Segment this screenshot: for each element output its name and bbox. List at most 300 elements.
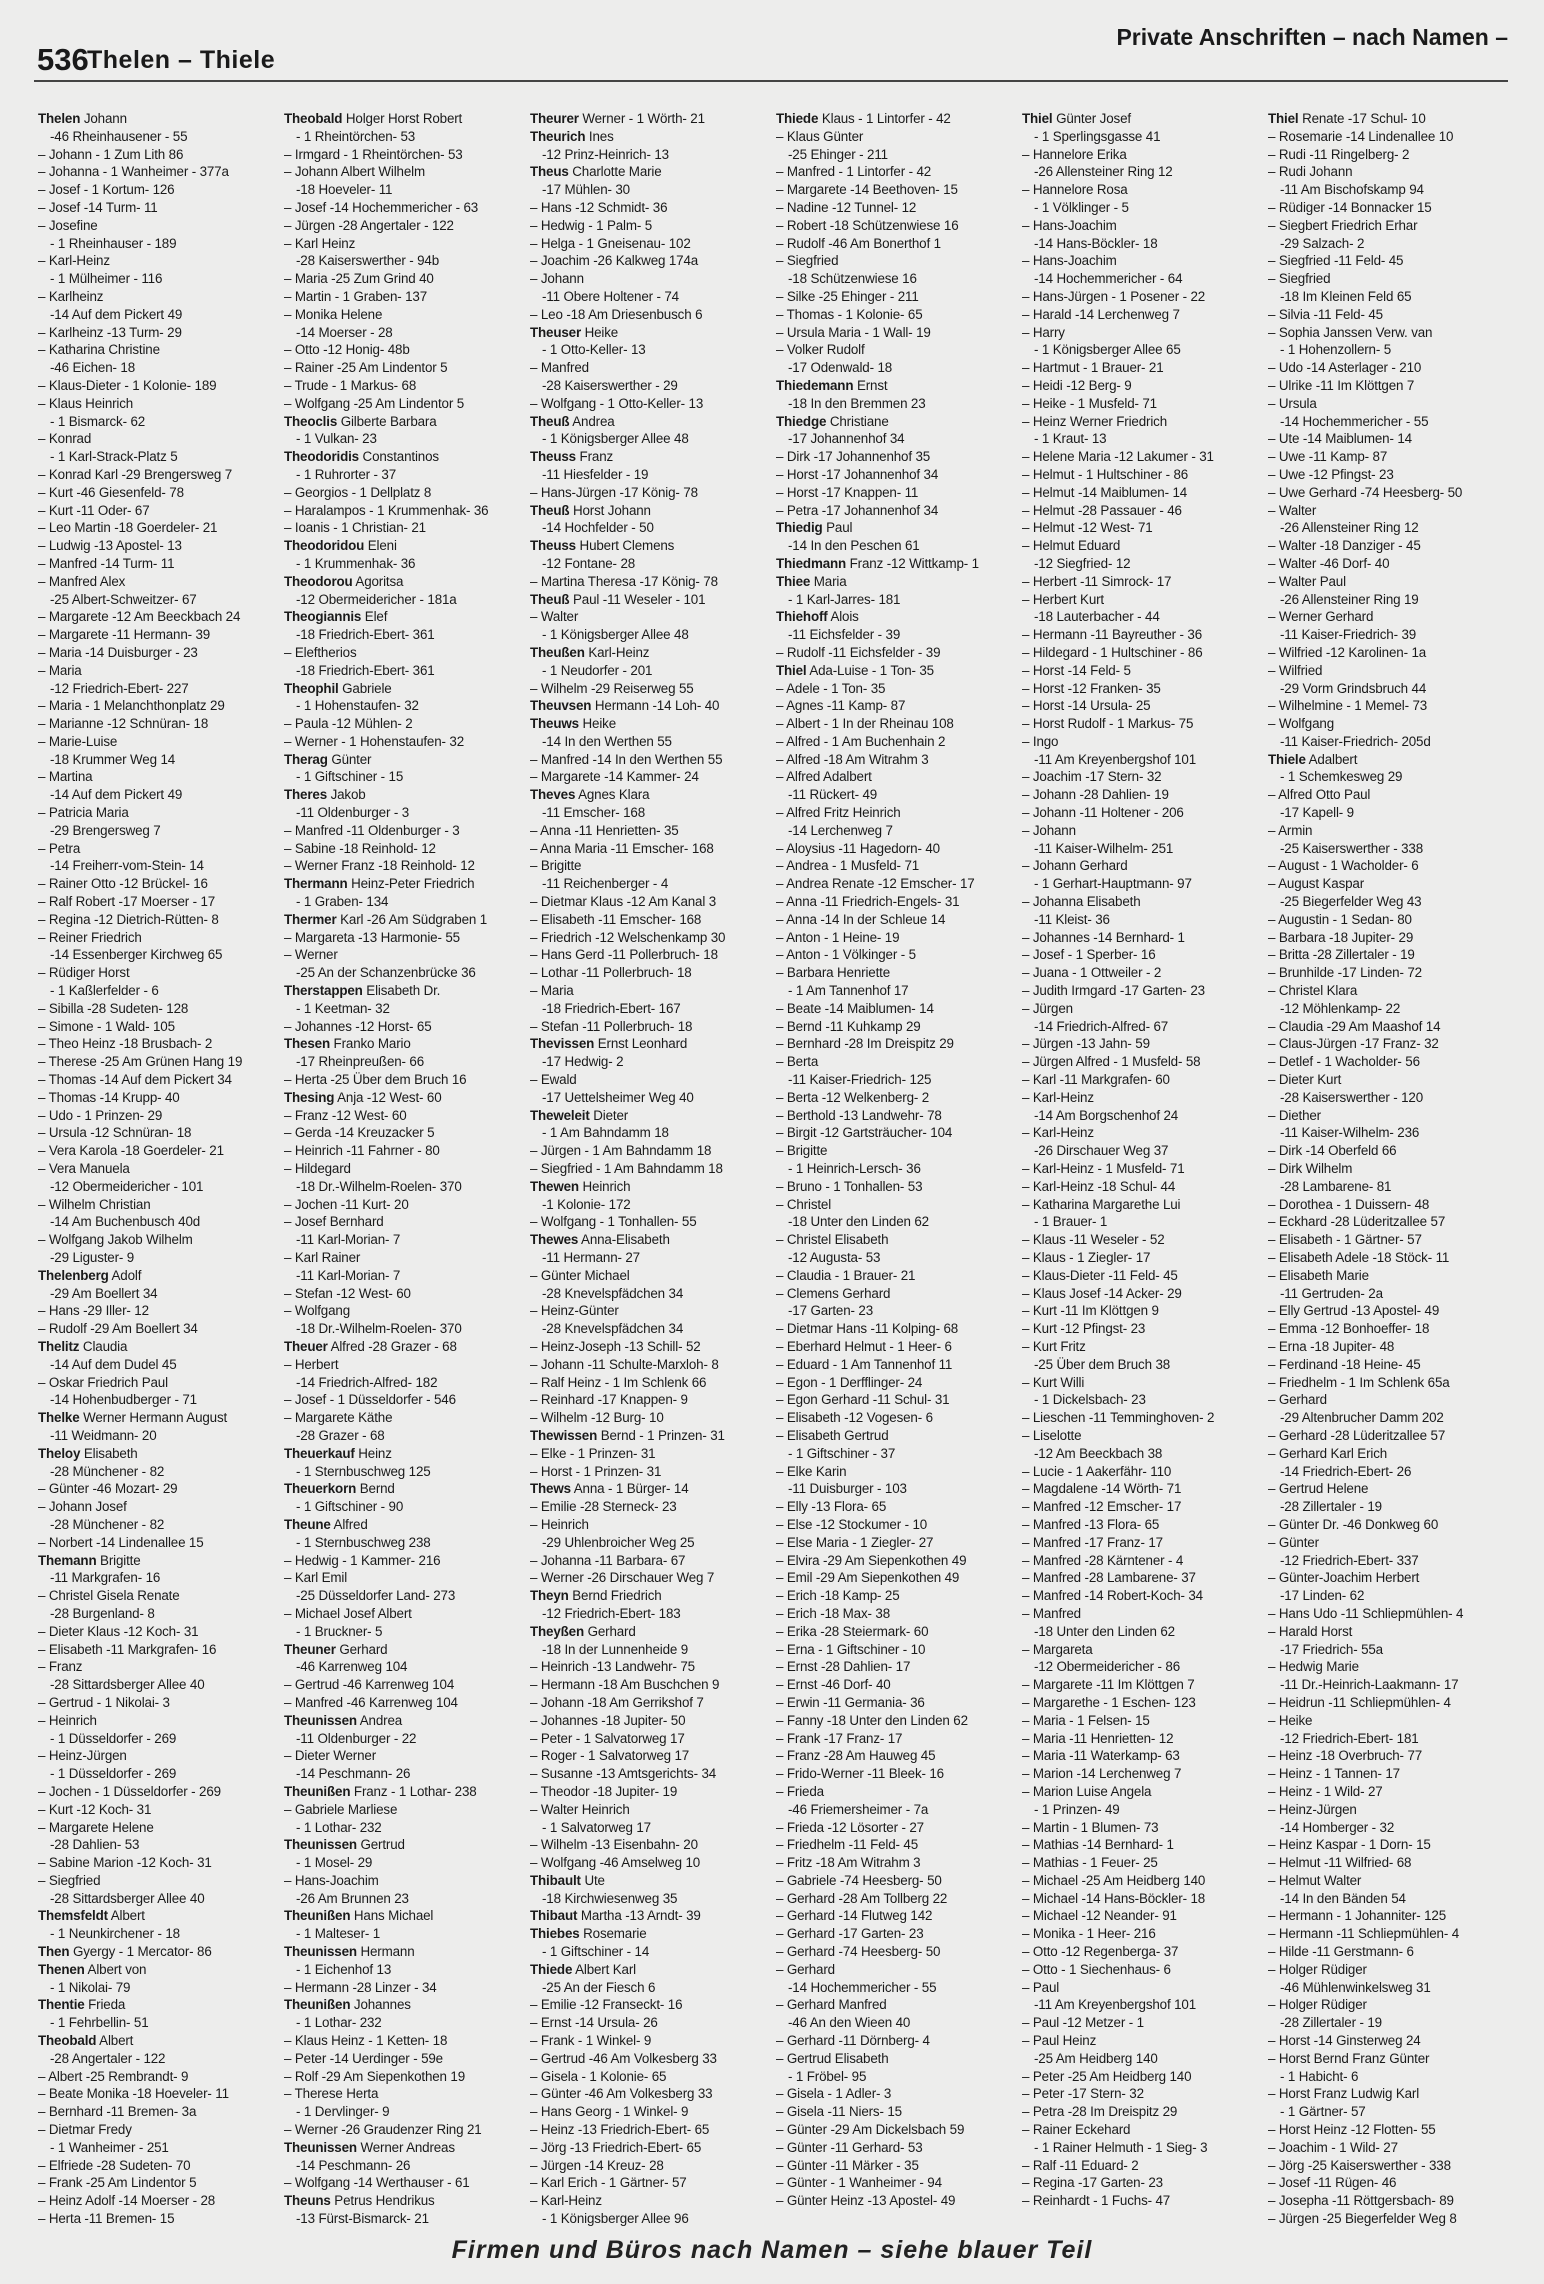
directory-entry: – Maria - 1 Melanchthonplatz 29 [38,698,225,714]
directory-entry: Theuss Franz [530,449,614,465]
directory-entry: – Hannelore Erika [1022,146,1127,162]
directory-entry: -18 Dr.-Wilhelm-Roelen- 370 [296,1178,462,1194]
directory-entry: -11 Kleist- 36 [1034,911,1110,927]
directory-entry: Theloy Elisabeth [38,1445,138,1461]
directory-entry: Theurich Ines [530,128,614,144]
directory-entry: -11 Kaiser-Friedrich- 205d [1280,733,1431,749]
directory-entry: – Gertrud Elisabeth [776,2050,889,2066]
directory-entry: – Gisela -11 Niers- 15 [776,2104,902,2120]
directory-entry: – Josef - 1 Düsseldorfer - 546 [284,1392,456,1408]
directory-entry: – Helene Maria -12 Lakumer - 31 [1022,449,1214,465]
directory-entry: – Konrad Karl -29 Brengersweg 7 [38,466,233,482]
directory-entry: -11 Dr.-Heinrich-Laakmann- 17 [1280,1677,1459,1693]
directory-entry: – Josefine [38,217,98,233]
directory-entry: -11 Kaiser-Wilhelm- 236 [1280,1125,1420,1141]
directory-entry: – Alfred Fritz Heinrich [776,805,901,821]
directory-entry: – Erna -18 Jupiter- 48 [1268,1338,1395,1354]
directory-entry: – Gerda -14 Kreuzacker 5 [284,1125,435,1141]
directory-entry: – Gisela - 1 Adler- 3 [776,2086,892,2102]
directory-entry: Themsfeldt Albert [38,1908,145,1924]
directory-entry: -14 Auf dem Pickert 49 [50,787,183,803]
directory-entry: - 1 Düsseldorfer - 269 [50,1730,177,1746]
directory-entry: -28 Knevelspfädchen 34 [542,1285,684,1301]
directory-entry: – Gisela - 1 Kolonie- 65 [530,2068,667,2084]
directory-entry: – Clemens Gerhard [776,1285,891,1301]
directory-entry: – Michael -14 Hans-Böckler- 18 [1022,1890,1206,1906]
directory-entry: -12 Friedrich-Ebert- 337 [1280,1552,1419,1568]
directory-entry: – Margarete -12 Am Beeckbach 24 [38,609,241,625]
directory-entry: -25 An der Schanzenbrücke 36 [296,965,476,981]
directory-entry: Thewissen Bernd - 1 Prinzen- 31 [530,1427,725,1443]
directory-entry: – Holger Rüdiger [1268,1997,1367,2013]
directory-column-2 [284,110,522,2230]
directory-entry: – Siegfried [38,1872,101,1888]
directory-entry: - 1 Fröbel- 95 [788,2068,867,2084]
directory-entry: – Ernst -46 Dorf- 40 [776,1677,891,1693]
directory-entry: – Alfred -18 Am Witrahm 3 [776,751,929,767]
directory-entry: -12 Friedrich-Ebert- 227 [50,680,189,696]
directory-entry: - 1 Giftschiner - 90 [296,1499,404,1515]
directory-entry: Thermann Heinz-Peter Friedrich [284,876,475,892]
directory-entry: – Manfred [1022,1605,1081,1621]
directory-entry: -11 Hiesfelder - 19 [542,466,649,482]
directory-entry: Thibault Ute [530,1872,605,1888]
directory-entry: Theuss Hubert Clemens [530,538,675,554]
directory-columns [38,110,1508,2230]
directory-entry: Thelke Werner Hermann August [38,1410,228,1426]
directory-entry: – Ursula -12 Schnüran- 18 [38,1125,192,1141]
directory-entry: Theunissen Andrea [284,1712,403,1728]
directory-entry: – Rainer Eckehard [1022,2122,1131,2138]
directory-entry: – Peter - 1 Salvatorweg 17 [530,1730,685,1746]
directory-entry: – Jürgen - 1 Am Bahndamm 18 [530,1143,712,1159]
directory-entry: – Johann Albert Wilhelm [284,164,425,180]
directory-entry: -28 Kaiserswerther - 120 [1280,1089,1424,1105]
directory-entry: – Werner Gerhard [1268,609,1374,625]
directory-entry: – Karlheinz -13 Turm- 29 [38,324,182,340]
directory-entry: - 1 Eichenhof 13 [296,1961,392,1977]
directory-entry: Thiee Maria [776,573,847,589]
directory-entry: – Johanna -11 Barbara- 67 [530,1552,686,1568]
directory-entry: -18 In den Bremmen 23 [788,395,926,411]
directory-entry: – Günter Michael [530,1267,630,1283]
directory-entry: Theres Jakob [284,787,366,803]
directory-entry: – Maria -11 Henrietten- 12 [1022,1730,1174,1746]
section-title: Private Anschriften – nach Namen – [1116,24,1508,50]
directory-entry: – Josef - 1 Sperber- 16 [1022,947,1156,963]
directory-entry: -28 Sittardsberger Allee 40 [50,1890,205,1906]
directory-entry: – Anna Maria -11 Emscher- 168 [530,840,714,856]
directory-entry: – Ernst -14 Ursula- 26 [530,2015,658,2031]
directory-entry: Theuerkauf Heinz [284,1445,392,1461]
directory-entry: – Else -12 Stockumer - 10 [776,1516,928,1532]
directory-entry: – Hermann -11 Schliepmühlen- 4 [1268,1926,1460,1942]
directory-entry: – Wilhelm -29 Reiserweg 55 [530,680,694,696]
directory-entry: – Kurt -46 Giesenfeld- 78 [38,484,184,500]
directory-entry: – Norbert -14 Lindenallee 15 [38,1534,204,1550]
directory-entry: Theunissen Werner Andreas [284,2139,455,2155]
directory-entry: -11 Markgrafen- 16 [50,1570,161,1586]
directory-entry: – Bernd -11 Kuhkamp 29 [776,1018,921,1034]
directory-entry: – Paul -12 Metzer - 1 [1022,2015,1144,2031]
directory-entry: -46 Mühlenwinkelsweg 31 [1280,1979,1431,1995]
directory-entry: – Johann [530,271,584,287]
directory-entry: – Gabriele Marliese [284,1801,398,1817]
directory-entry: – Monika - 1 Heer- 216 [1022,1926,1156,1942]
directory-entry: – Eberhard Helmut - 1 Heer- 6 [776,1338,952,1354]
directory-entry: – Jochen -11 Kurt- 20 [284,1196,409,1212]
directory-entry: – Heike - 1 Musfeld- 71 [1022,395,1157,411]
directory-entry: – Peter -14 Uerdinger - 59e [284,2050,443,2066]
directory-entry: – Karl Heinz [284,235,356,251]
directory-entry: – Volker Rudolf [776,342,865,358]
directory-entry: – Christel Klara [1268,983,1358,999]
directory-entry: – Frido-Werner -11 Bleek- 16 [776,1766,944,1782]
directory-entry: – Eleftherios [284,644,357,660]
directory-entry: - 1 Kaßlerfelder - 6 [50,983,159,999]
directory-entry: - 1 Wanheimer - 251 [50,2139,169,2155]
directory-entry: - 1 Fehrbellin- 51 [50,2015,149,2031]
directory-entry: – Günter -46 Am Volkesberg 33 [530,2086,713,2102]
directory-entry: -14 Peschmann- 26 [296,1766,411,1782]
directory-entry: – Johann -11 Schulte-Marxloh- 8 [530,1356,719,1372]
directory-entry: – Petra [38,840,81,856]
directory-entry: – Maria [38,662,82,678]
directory-entry: - 1 Bruckner- 5 [296,1623,383,1639]
directory-entry: – Heinz Werner Friedrich [1022,413,1167,429]
directory-entry: Then Gyergy - 1 Mercator- 86 [38,1944,212,1960]
directory-entry: – Wilhelmine - 1 Memel- 73 [1268,698,1428,714]
directory-entry: -26 Allensteiner Ring 12 [1280,520,1419,536]
directory-entry: – Wilhelm Christian [38,1196,151,1212]
directory-entry: -12 Friedrich-Ebert- 181 [1280,1730,1419,1746]
directory-entry: – Anna -11 Friedrich-Engels- 31 [776,894,960,910]
directory-entry: – Johann Gerhard [1022,858,1128,874]
directory-entry: – Walter Paul [1268,573,1346,589]
directory-entry: – Therese Herta [284,2086,379,2102]
directory-entry: Theuß Andrea [530,413,615,429]
directory-entry: – Maria [530,983,574,999]
directory-entry: – Alfred - 1 Am Buchenhain 2 [776,733,946,749]
directory-entry: -18 Schützenwiese 16 [788,271,917,287]
directory-entry: – Günter -11 Märker - 35 [776,2157,919,2173]
directory-entry: – Gertrud - 1 Nikolai- 3 [38,1694,170,1710]
directory-entry: – Hans -12 Schmidt- 36 [530,199,668,215]
directory-entry: – Stefan -12 West- 60 [284,1285,411,1301]
directory-entry: – Herta -25 Über dem Bruch 16 [284,1072,467,1088]
directory-entry: -17 Hedwig- 2 [542,1054,624,1070]
directory-entry: – Anna -11 Henrietten- 35 [530,822,679,838]
page-title: Thelen – Thiele [87,46,276,74]
directory-entry: – Marianne -12 Schnüran- 18 [38,716,209,732]
directory-entry: -14 Hochfelder - 50 [542,520,654,536]
directory-entry: -25 Über dem Bruch 38 [1034,1356,1171,1372]
directory-entry: Theodorou Agoritsa [284,573,404,589]
directory-entry: Theweleit Dieter [530,1107,629,1123]
directory-entry: -11 Reichenberger - 4 [542,876,669,892]
directory-entry: – Egon Gerhard -11 Schul- 31 [776,1392,950,1408]
directory-entry: – Helmut -14 Maiblumen- 14 [1022,484,1188,500]
directory-entry: – August Kaspar [1268,876,1365,892]
directory-entry: – Roger - 1 Salvatorweg 17 [530,1748,690,1764]
directory-entry: – Wolfgang - 1 Tonhallen- 55 [530,1214,697,1230]
directory-entry: – Elke Karin [776,1463,847,1479]
directory-entry: - 1 Bismarck- 62 [50,413,146,429]
directory-entry: – Gerhard -17 Garten- 23 [776,1926,924,1942]
directory-entry: – Sibilla -28 Sudeten- 128 [38,1000,189,1016]
directory-entry: – Franz -12 West- 60 [284,1107,407,1123]
directory-entry: – Franz -28 Am Hauweg 45 [776,1748,936,1764]
directory-entry: -46 Friemersheimer - 7a [788,1801,929,1817]
directory-entry: – Heinrich [38,1712,97,1728]
directory-entry: – Harald Horst [1268,1623,1353,1639]
directory-entry: -18 Lauterbacher - 44 [1034,609,1160,625]
directory-entry: – Maria -25 Zum Grind 40 [284,271,434,287]
directory-entry: – Elisabeth -12 Vogesen- 6 [776,1410,933,1426]
directory-entry: – Siegfried - 1 Am Bahndamm 18 [530,1161,723,1177]
directory-entry: -28 Dahlien- 53 [50,1837,140,1853]
directory-entry: Theunißen Hans Michael [284,1908,434,1924]
directory-entry: -28 Lambarene- 81 [1280,1178,1392,1194]
directory-entry: -28 Münchener - 82 [50,1463,165,1479]
directory-entry: Thelen Johann [38,111,127,126]
directory-entry: - 1 Sternbuschweg 238 [296,1534,431,1550]
directory-entry: Theoclis Gilberte Barbara [284,413,437,429]
directory-entry: – Herta -11 Bremen- 15 [38,2211,175,2227]
directory-entry: – Horst -14 Ursula- 25 [1022,698,1151,714]
directory-entry: – Manfred -11 Oldenburger - 3 [284,822,460,838]
directory-entry: – Gerhard -28 Lüderitzallee 57 [1268,1427,1446,1443]
directory-entry: – Siegfried [776,253,839,269]
directory-entry: Theophil Gabriele [284,680,392,696]
directory-entry: – Maria -11 Waterkamp- 63 [1022,1748,1180,1764]
directory-entry: – Dietmar Klaus -12 Am Kanal 3 [530,894,717,910]
directory-entry: Thiebes Rosemarie [530,1926,647,1942]
directory-entry: – Margarete Helene [38,1819,154,1835]
directory-entry: – Magdalene -14 Wörth- 71 [1022,1481,1182,1497]
directory-entry: – Augustin - 1 Sedan- 80 [1268,911,1412,927]
directory-entry: – Martina Theresa -17 König- 78 [530,573,718,589]
directory-entry: -11 Rückert- 49 [788,787,878,803]
directory-entry: – Ernst -28 Dahlien- 17 [776,1659,911,1675]
directory-entry: Thevissen Ernst Leonhard [530,1036,688,1052]
directory-entry: – Günter -11 Gerhard- 53 [776,2139,923,2155]
directory-entry: – Manfred -28 Lambarene- 37 [1022,1570,1196,1586]
directory-entry: – Elisabeth -11 Markgrafen- 16 [38,1641,217,1657]
directory-entry: – Wolfgang [284,1303,350,1319]
directory-entry: – Hans Udo -11 Schliepmühlen- 4 [1268,1605,1464,1621]
directory-entry: -25 Ehinger - 211 [788,146,888,162]
directory-entry: -46 Karrenweg 104 [296,1659,408,1675]
directory-entry: – Helmut - 1 Hultschiner - 86 [1022,466,1189,482]
directory-entry: -11 Eichsfelder - 39 [788,627,901,643]
directory-entry: - 1 Karl-Jarres- 181 [788,591,901,607]
directory-entry: -25 Biegerfelder Weg 43 [1280,894,1422,910]
directory-entry: – Uwe -11 Kamp- 87 [1268,449,1388,465]
directory-column-1 [38,110,276,2230]
directory-entry: - 1 Nikolai- 79 [50,1979,131,1995]
directory-entry: – Manfred -12 Emscher- 17 [1022,1499,1182,1515]
directory-entry: -46 Rheinhausener - 55 [50,128,188,144]
directory-entry: – Siegfried -11 Feld- 45 [1268,253,1404,269]
directory-entry: Thiele Adalbert [1268,751,1358,767]
directory-entry: -18 Hoeveler- 11 [296,182,393,198]
directory-entry: – Jörg -13 Friedrich-Ebert- 65 [530,2139,702,2155]
directory-entry: – Bruno - 1 Tonhallen- 53 [776,1178,923,1194]
directory-entry: – Erich -18 Max- 38 [776,1605,890,1621]
directory-entry: – Helmut -11 Wilfried- 68 [1268,1855,1412,1871]
directory-entry: – Rudi Johann [1268,164,1353,180]
directory-entry: -11 Karl-Morian- 7 [296,1232,401,1248]
directory-entry: - 1 Königsberger Allee 48 [542,431,689,447]
directory-entry: – Andrea Renate -12 Emscher- 17 [776,876,975,892]
directory-entry: – Rainer -25 Am Lindentor 5 [284,360,448,376]
directory-entry: – Karl-Heinz - 1 Musfeld- 71 [1022,1161,1185,1177]
directory-entry: -29 Liguster- 9 [50,1250,135,1265]
directory-entry: - 1 Heinrich-Lersch- 36 [788,1161,921,1177]
directory-entry: -29 Altenbrucher Damm 202 [1280,1410,1444,1426]
directory-entry: – Silvia -11 Feld- 45 [1268,306,1383,322]
directory-entry: – Maria -14 Duisburger - 23 [38,644,198,660]
directory-entry: -13 Fürst-Bismarck- 21 [296,2211,429,2227]
directory-entry: -12 Obermeidericher - 86 [1034,1659,1180,1675]
directory-entry: – Jürgen -25 Biegerfelder Weg 8 [1268,2211,1457,2227]
directory-entry: – Regina -12 Dietrich-Rütten- 8 [38,911,219,927]
directory-entry: - 1 Schemkesweg 29 [1280,769,1403,785]
directory-column-5 [1022,110,1260,2230]
header-rule [34,80,1508,82]
directory-entry: – Marion Luise Angela [1022,1783,1152,1799]
directory-entry: – Elvira -29 Am Siepenkothen 49 [776,1552,967,1568]
directory-entry: – Theodor -18 Jupiter- 19 [530,1783,678,1799]
directory-entry: – Horst - 1 Prinzen- 31 [530,1463,662,1479]
directory-entry: – Gerhard [1268,1392,1327,1408]
directory-entry: – Günter -46 Mozart- 29 [38,1481,178,1497]
directory-entry: – Wolfgang - 1 Otto-Keller- 13 [530,395,704,411]
directory-entry: – Günter-Joachim Herbert [1268,1570,1420,1586]
directory-entry: – Frieda -12 Lösorter - 27 [776,1819,924,1835]
directory-entry: Theus Charlotte Marie [530,164,662,180]
directory-entry: – Karlheinz [38,288,104,304]
directory-entry: Theyn Bernd Friedrich [530,1588,662,1604]
directory-entry: Themann Brigitte [38,1552,141,1568]
directory-entry: – Margarete -14 Kammer- 24 [530,769,699,785]
directory-entry: – Elly Gertrud -13 Apostel- 49 [1268,1303,1440,1319]
directory-entry: Thenen Albert von [38,1961,147,1977]
directory-entry: – Wilhelm -12 Burg- 10 [530,1410,664,1426]
directory-entry: – Günter - 1 Wanheimer - 94 [776,2175,942,2191]
directory-entry: - 1 Gerhart-Hauptmann- 97 [1034,876,1192,892]
directory-entry: -25 Kaiserswerther - 338 [1280,840,1424,856]
directory-entry: -17 Johannenhof 34 [788,431,905,447]
directory-entry: -11 Karl-Morian- 7 [296,1267,401,1283]
directory-entry: – Leo Martin -18 Goerdeler- 21 [38,520,218,536]
directory-entry: -11 Kaiser-Wilhelm- 251 [1034,840,1174,856]
directory-entry: -12 Fontane- 28 [542,555,636,571]
directory-entry: – Karl-Heinz [1022,1089,1094,1105]
directory-entry: – Albert - 1 In der Rheinau 108 [776,716,954,732]
directory-entry: – Wolfgang [1268,716,1334,732]
directory-column-4 [776,110,1014,2230]
directory-entry: -17 Friedrich- 55a [1280,1641,1383,1657]
directory-entry: – Juana - 1 Ottweiler - 2 [1022,965,1162,981]
directory-entry: – Ralf -11 Eduard- 2 [1022,2157,1139,2173]
directory-entry: - 1 Karl-Strack-Platz 5 [50,449,178,465]
directory-entry: – Josef -14 Turm- 11 [38,199,158,215]
directory-entry: – Johannes -12 Horst- 65 [284,1018,432,1034]
directory-entry: -11 Am Bischofskamp 94 [1280,182,1424,198]
directory-entry: – Johann -11 Holtener - 206 [1022,805,1184,821]
directory-entry: -14 Homberger - 32 [1280,1819,1395,1835]
directory-entry: – Johann -18 Am Gerrikshof 7 [530,1694,704,1710]
directory-entry: – Johannes -18 Jupiter- 50 [530,1712,686,1728]
directory-entry: -14 Moerser - 28 [296,324,393,340]
directory-entry: – Heinrich [530,1516,589,1532]
directory-entry: – Klaus Heinz - 1 Ketten- 18 [284,2033,448,2049]
directory-entry: -11 Am Kreyenbergshof 101 [1034,1997,1196,2013]
directory-entry: – Heinrich -11 Fahrner - 80 [284,1143,440,1159]
directory-entry: – Hedwig - 1 Kammer- 216 [284,1552,441,1568]
directory-entry: -12 Obermeidericher - 181a [296,591,457,607]
directory-entry: – Horst Rudolf - 1 Markus- 75 [1022,716,1194,732]
directory-entry: – Johann Josef [38,1499,127,1515]
directory-entry: - 1 Düsseldorfer - 269 [50,1766,177,1782]
directory-entry: – Franz [38,1659,83,1675]
directory-entry: – Gertrud -46 Karrenweg 104 [284,1677,455,1693]
directory-entry: – Peter -17 Stern- 32 [1022,2086,1144,2102]
directory-entry: – Elisabeth Gertrud [776,1427,889,1443]
directory-entry: – Rudolf -29 Am Boellert 34 [38,1321,198,1337]
directory-entry: – Michael -12 Neander- 91 [1022,1908,1177,1924]
directory-entry: -1 Kolonie- 172 [542,1196,631,1212]
directory-entry: Thiedge Christiane [776,413,889,429]
directory-entry: -18 Unter den Linden 62 [788,1214,929,1230]
directory-entry: - 1 Königsberger Allee 48 [542,627,689,643]
directory-entry: – Karl -11 Markgrafen- 60 [1022,1072,1170,1088]
directory-entry: – Karl-Heinz [1022,1125,1094,1141]
directory-entry: Thelitz Claudia [38,1338,128,1354]
directory-entry: – Klaus Günter [776,128,864,144]
directory-entry: – Barbara Henriette [776,965,891,981]
directory-entry: – Margarete -11 Im Klöttgen 7 [1022,1677,1195,1693]
directory-entry: - 1 Habicht- 6 [1280,2068,1359,2084]
directory-entry: -28 Burgenland- 8 [50,1605,155,1621]
directory-entry: -17 Odenwald- 18 [788,360,893,376]
directory-entry: - 1 Kraut- 13 [1034,431,1107,447]
directory-entry: -14 In den Peschen 61 [788,538,920,554]
directory-entry: -17 Uettelsheimer Weg 40 [542,1089,694,1105]
directory-entry: -29 Salzach- 2 [1280,235,1365,251]
directory-entry: -14 Hochemmericher - 55 [788,1979,937,1995]
directory-entry: – Walter Heinrich [530,1801,630,1817]
directory-entry: – Dirk Wilhelm [1268,1161,1353,1177]
directory-entry: -12 Friedrich-Ebert- 183 [542,1605,681,1621]
directory-entry: – Erwin -11 Germania- 36 [776,1694,925,1710]
directory-entry: – Hildegard [284,1161,351,1177]
directory-entry: – Karl Emil [284,1570,348,1586]
directory-entry: – August - 1 Wacholder- 6 [1268,858,1419,874]
directory-entry: – Ingo [1022,733,1059,749]
directory-entry: – Horst -14 Feld- 5 [1022,662,1131,678]
directory-entry: – Helga - 1 Gneisenau- 102 [530,235,691,251]
directory-entry: – Johann -28 Dahlien- 19 [1022,787,1169,803]
directory-entry: – Therese -25 Am Grünen Hang 19 [38,1054,243,1070]
directory-entry: - 1 Neudorfer - 201 [542,662,653,678]
directory-entry: -18 Kirchwiesenweg 35 [542,1890,678,1906]
directory-entry: – Karl-Heinz [530,2193,602,2209]
directory-entry: – Heidi -12 Berg- 9 [1022,377,1132,393]
page-header [0,0,1544,82]
